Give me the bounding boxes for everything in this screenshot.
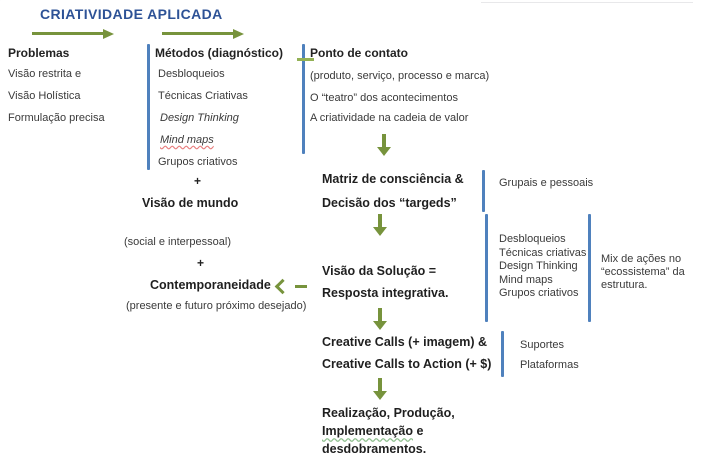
metodos-item: Grupos criativos (158, 156, 238, 168)
divider-line (147, 44, 150, 170)
mix-note-line: estrutura. (601, 279, 648, 291)
suportes-label: Suportes (520, 339, 565, 351)
metodos-heading: Métodos (diagnóstico) (155, 46, 283, 60)
matriz-line2: Decisão dos “targeds” (322, 196, 457, 210)
final-line1: Realização, Produção, (322, 406, 455, 420)
visao-solucao-line2: Resposta integrativa. (322, 286, 449, 300)
right-arrow-icon (162, 28, 244, 39)
ponto-heading: Ponto de contato (310, 46, 408, 60)
dashed-left-arrow-icon (277, 281, 307, 292)
metodos-item: Design Thinking (160, 112, 239, 124)
down-arrow-icon (373, 378, 387, 400)
down-arrow-icon (377, 134, 391, 156)
metodos-item: Desbloqueios (158, 68, 225, 80)
metodos-item: Técnicas Criativas (158, 90, 248, 102)
problemas-item: Visão Holística (8, 90, 81, 102)
mix-note (601, 253, 685, 292)
grupais-label: Grupais e pessoais (499, 177, 594, 189)
plus-sign: + (194, 174, 202, 188)
creative-calls-line2: Creative Calls to Action (+ $) (322, 357, 492, 371)
plus-sign: + (197, 256, 205, 270)
down-arrow-icon (373, 308, 387, 330)
problemas-item: Formulação precisa (8, 112, 105, 124)
contemporaneidade: Contemporaneidade (150, 278, 271, 292)
metodos-item-mindmaps: Mind maps (160, 134, 214, 146)
techniques-list (499, 233, 586, 301)
final-line2-word: Implementação (322, 424, 414, 438)
contemporaneidade-note: (presente e futuro próximo desejado) (126, 300, 307, 312)
ponto-item: O “teatro” dos acontecimentos (310, 92, 458, 104)
divider-line (588, 214, 591, 322)
visao-de-mundo: Visão de mundo (142, 196, 239, 210)
page-title: CRIATIVIDADE APLICADA (40, 6, 223, 22)
faint-top-line (481, 2, 693, 3)
mix-note-line: “ecossistema” da (601, 266, 685, 278)
technique-item: Grupos criativos (499, 287, 579, 299)
visao-de-mundo-note: (social e interpessoal) (124, 236, 231, 248)
final-line2-rest: e (413, 424, 424, 438)
final-line2 (322, 422, 455, 440)
technique-item: Técnicas criativas (499, 246, 587, 259)
divider-line (485, 214, 488, 322)
plataformas-label: Plataformas (520, 359, 579, 371)
matriz-line1: Matriz de consciência & (322, 172, 464, 186)
corner-artifact (0, 0, 12, 1)
final-block (322, 404, 455, 458)
divider-line (482, 170, 485, 212)
divider-line (501, 331, 504, 377)
technique-item: Desbloqueios (499, 233, 566, 245)
mix-note-line: Mix de ações no (601, 253, 682, 265)
ponto-item: (produto, serviço, processo e marca) (310, 70, 490, 82)
creative-calls-line1: Creative Calls (+ imagem) & (322, 335, 487, 349)
visao-solucao-line1: Visão da Solução = (322, 264, 437, 278)
down-arrow-icon (373, 214, 387, 236)
technique-item: Mind maps (499, 273, 553, 286)
technique-item: Design Thinking (499, 260, 578, 272)
right-arrow-icon (32, 28, 114, 39)
problemas-item: Visão restrita e (8, 68, 82, 80)
ponto-item: A criatividade na cadeia de valor (310, 112, 469, 124)
problemas-heading: Problemas (8, 46, 70, 60)
final-line3: desdobramentos. (322, 442, 427, 456)
